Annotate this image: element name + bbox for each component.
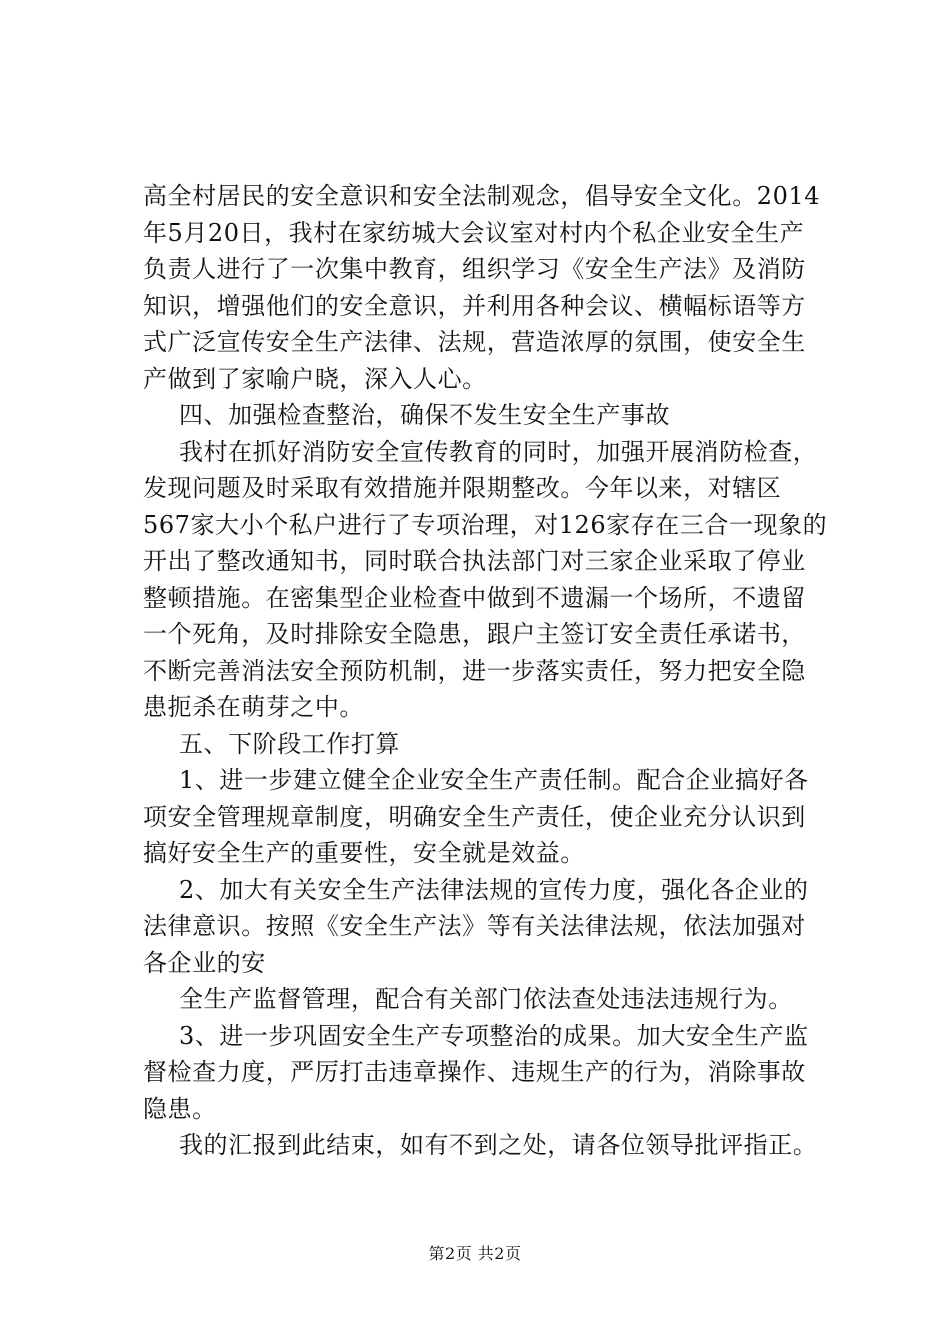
paragraph-line: 发现问题及时采取有效措施并限期整改。今年以来，对辖区 bbox=[143, 474, 782, 502]
paragraph-line: 患扼杀在萌芽之中。 bbox=[143, 693, 364, 721]
paragraph-line: 1、进一步建立健全企业安全生产责任制。配合企业搞好各 bbox=[179, 766, 809, 794]
paragraph-line: 3、进一步巩固安全生产专项整治的成果。加大安全生产监 bbox=[179, 1021, 809, 1050]
paragraph-line: 搞好安全生产的重要性，安全就是效益。 bbox=[143, 839, 585, 867]
document-body bbox=[143, 178, 843, 1164]
paragraph-line: 我村在抓好消防安全宣传教育的同时，加强开展消防检查， bbox=[179, 437, 818, 466]
paragraph-line: 式广泛宣传安全生产法律、法规，营造浓厚的氛围，使安全生 bbox=[143, 328, 806, 356]
paragraph-line: 督检查力度，严厉打击违章操作、违规生产的行为，消除事故 bbox=[143, 1058, 806, 1086]
paragraph-line: 整顿措施。在密集型企业检查中做到不遗漏一个场所，不遗留 bbox=[143, 583, 806, 612]
section-heading: 五、下阶段工作打算 bbox=[179, 729, 400, 758]
paragraph-line: 法律意识。按照《安全生产法》等有关法律法规，依法加强对 bbox=[143, 912, 806, 940]
section-heading: 四、加强检查整治，确保不发生安全生产事故 bbox=[179, 401, 670, 429]
page-footer: 第2页 共2页 bbox=[428, 1244, 522, 1263]
closing-line: 我的汇报到此结束，如有不到之处，请各位领导批评指正。 bbox=[179, 1131, 818, 1159]
paragraph-line: 产做到了家喻户晓，深入人心。 bbox=[143, 364, 487, 393]
paragraph-line: 项安全管理规章制度，明确安全生产责任，使企业充分认识到 bbox=[143, 802, 806, 831]
paragraph-line: 567家大小个私户进行了专项治理，对126家存在三合一现象的 bbox=[143, 510, 828, 539]
paragraph-line: 一个死角，及时排除安全隐患，跟户主签订安全责任承诺书， bbox=[143, 620, 806, 648]
paragraph-line: 知识，增强他们的安全意识，并利用各种会议、横幅标语等方 bbox=[143, 291, 806, 320]
paragraph-line: 高全村居民的安全意识和安全法制观念，倡导安全文化。2014 bbox=[143, 182, 821, 210]
paragraph-line: 全生产监督管理，配合有关部门依法查处违法违规行为。 bbox=[179, 985, 793, 1013]
paragraph-line: 隐患。 bbox=[143, 1094, 217, 1123]
paragraph-line: 年5月20日，我村在家纺城大会议室对村内个私企业安全生产 bbox=[143, 218, 805, 247]
paragraph-line: 开出了整改通知书，同时联合执法部门对三家企业采取了停业 bbox=[143, 547, 806, 575]
paragraph-line: 负责人进行了一次集中教育，组织学习《安全生产法》及消防 bbox=[143, 255, 806, 283]
paragraph-line: 2、加大有关安全生产法律法规的宣传力度，强化各企业的 bbox=[179, 875, 809, 904]
paragraph-line: 各企业的安 bbox=[143, 948, 266, 977]
paragraph-line: 不断完善消法安全预防机制，进一步落实责任，努力把安全隐 bbox=[143, 656, 806, 685]
